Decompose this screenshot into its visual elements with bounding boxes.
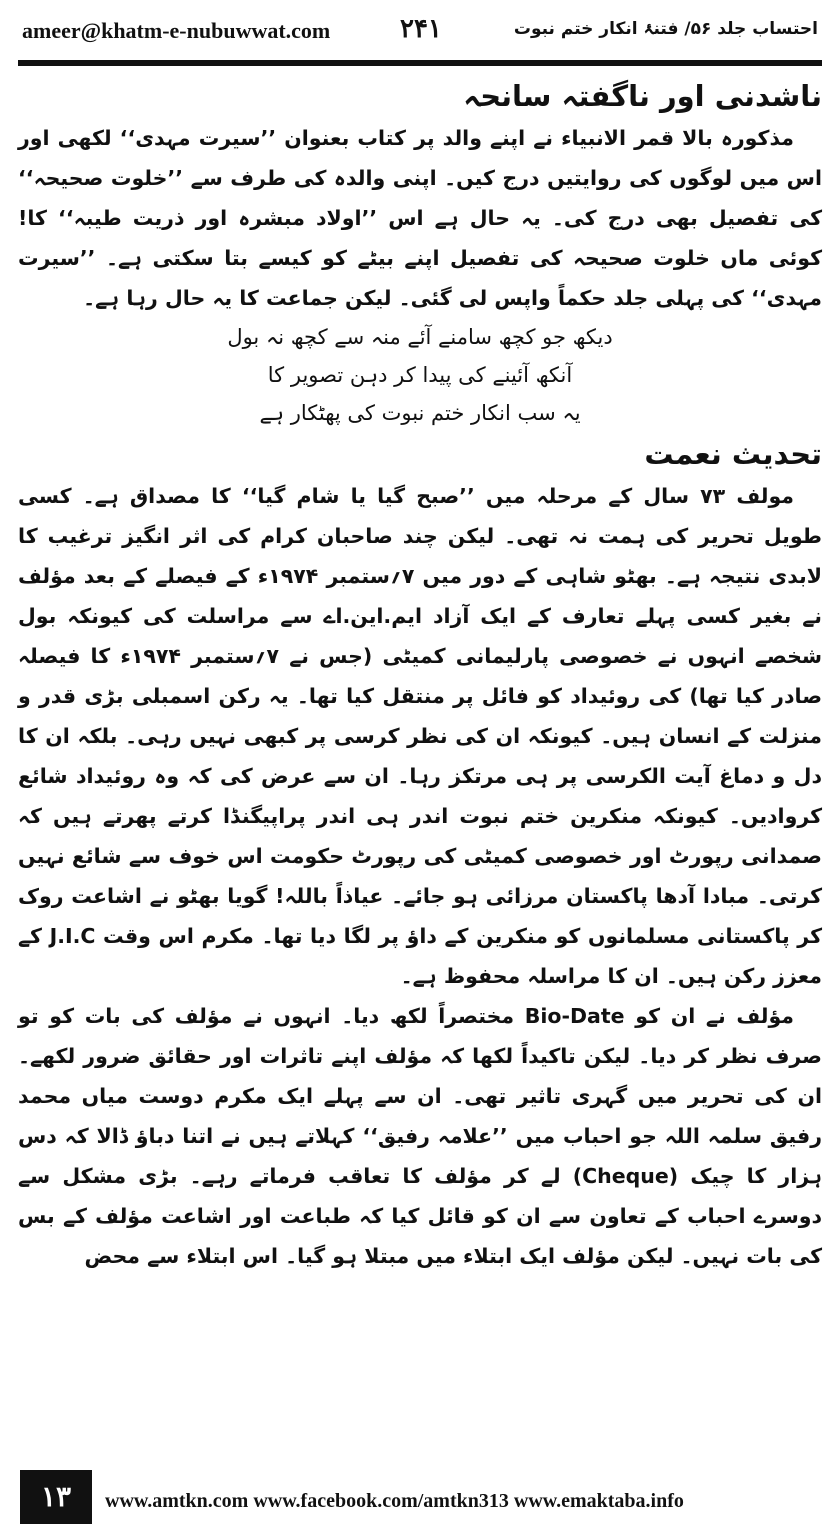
page-header	[0, 0, 840, 66]
header-rule	[18, 60, 822, 66]
section-heading: تحدیث نعمت	[644, 437, 822, 471]
poem-line: دیکھ جو کچھ سامنے آئے منہ سے کچھ نہ بول	[227, 325, 613, 349]
page-number: ۲۴۱	[400, 14, 442, 44]
section-1	[18, 74, 822, 432]
poem-line: آنکھ آئینے کی پیدا کر دہن تصویر کا	[267, 363, 573, 387]
paragraph: مؤلف نے ان کو Bio-Date مختصراً لکھ دیا۔ انہوں نے مؤلف کی بات کو تو صرف نظر کر دیا۔ لیکن تاکیداً لکھا کہ مؤلف اپنے تاثرات اور حقائق ضرور لکھے۔ ان کی تحریر میں گہری تاثیر تھی۔ ان سے پہلے ایک مکرم دوست میاں محمد رفیق سلمہ اللہ جو احباب میں ’’علامہ رفیق‘‘ کہلاتے ہیں نے اتنا دباؤ ڈالا کہ دس ہزار کا چیک (Cheque) لے کر مؤلف کا تعاقب فرماتے رہے۔ بڑی مشکل سے دوسرے احباب کے تعاون سے ان کو قائل کیا کہ طباعت اور اشاعت مؤلف کے بس کی بات نہیں۔ لیکن مؤلف ایک ابتلاء میں مبتلا ہو گیا۔ اس ابتلاء سے محض	[18, 1004, 823, 1268]
paragraph: مذکورہ بالا قمر الانبیاء نے اپنے والد پر کتاب بعنوان ’’سیرت مہدی‘‘ لکھی اور اس میں لوگوں کی روایتیں درج کیں۔ اپنی والدہ کی طرف سے ’’خلوت صحیحہ‘‘ کی تفصیل بھی درج کی۔ یہ حال ہے اس ’’اولاد مبشرہ اور ذریت طیبہ‘‘ کا! کوئی ماں خلوت صحیحہ کی تفصیل اپنے بیٹے کو کیسے بتا سکتی ہے۔ ’’سیرت مہدی‘‘ کی پہلی جلد حکماً واپس لی گئی۔ لیکن جماعت کا یہ حال رہا ہے۔	[18, 126, 822, 310]
page-body	[18, 74, 822, 1276]
poem-line: یہ سب انکار ختم نبوت کی پھٹکار ہے	[259, 401, 581, 425]
section-2	[18, 432, 822, 1276]
email-address: ameer@khatm-e-nubuwwat.com	[22, 18, 331, 43]
poem	[18, 318, 822, 432]
footer-links: www.amtkn.com www.facebook.com/amtkn313 www.emaktaba.info	[105, 1490, 684, 1512]
footer-page-number: ۱۳	[20, 1470, 92, 1524]
running-title: احتساب جلد ۵۶/ فتنۂ انکار ختم نبوت	[513, 19, 818, 39]
section-heading: ناشدنی اور ناگفتہ سانحہ	[463, 79, 822, 113]
paragraph: مولف ۷۳ سال کے مرحلہ میں ’’صبح گیا یا شام گیا‘‘ کا مصداق ہے۔ کسی طویل تحریر کی ہمت نہ تھی۔ لیکن چند صاحبان کرام کی اثر انگیز ترغیب کا لابدی نتیجہ ہے۔ بھٹو شاہی کے دور میں ۷؍ستمبر ۱۹۷۴ء کے فیصلے کے بعد مؤلف نے بغیر کسی پہلے تعارف کے ایک آزاد ایم.این.اے سے مراسلت کی کیونکہ بول شخصے انہوں نے خصوصی پارلیمانی کمیٹی (جس نے ۷؍ستمبر ۱۹۷۴ء کا فیصلہ صادر کیا تھا) کی روئیداد کو فائل پر منتقل کیا تھا۔ یہ رکن اسمبلی بڑی قدر و منزلت کے انسان ہیں۔ کیونکہ ان کی نظر کرسی پر کبھی نہیں رہی۔ بلکہ ان کا دل و دماغ آیت الکرسی پر ہی مرتکز رہا۔ ان سے عرض کی کہ وہ روئیداد شائع کروادیں۔ کیونکہ منکرین ختم نبوت اندر ہی اندر پراپیگنڈا کرتے پھرتے ہیں کہ صمدانی رپورٹ اور خصوصی کمیٹی کی رپورٹ حکومت اس خوف سے شائع نہیں کرتی۔ مبادا آدھا پاکستان مرزائی ہو جائے۔ عیاذاً باللہ! گویا بھٹو نے اشاعت روک کر پاکستانی مسلمانوں کو منکرین کے داؤ پر لگا دیا تھا۔ مکرم اس وقت J.I.C کے معزز رکن ہیں۔ ان کا مراسلہ محفوظ ہے۔	[18, 484, 823, 988]
page-footer	[0, 1470, 840, 1540]
